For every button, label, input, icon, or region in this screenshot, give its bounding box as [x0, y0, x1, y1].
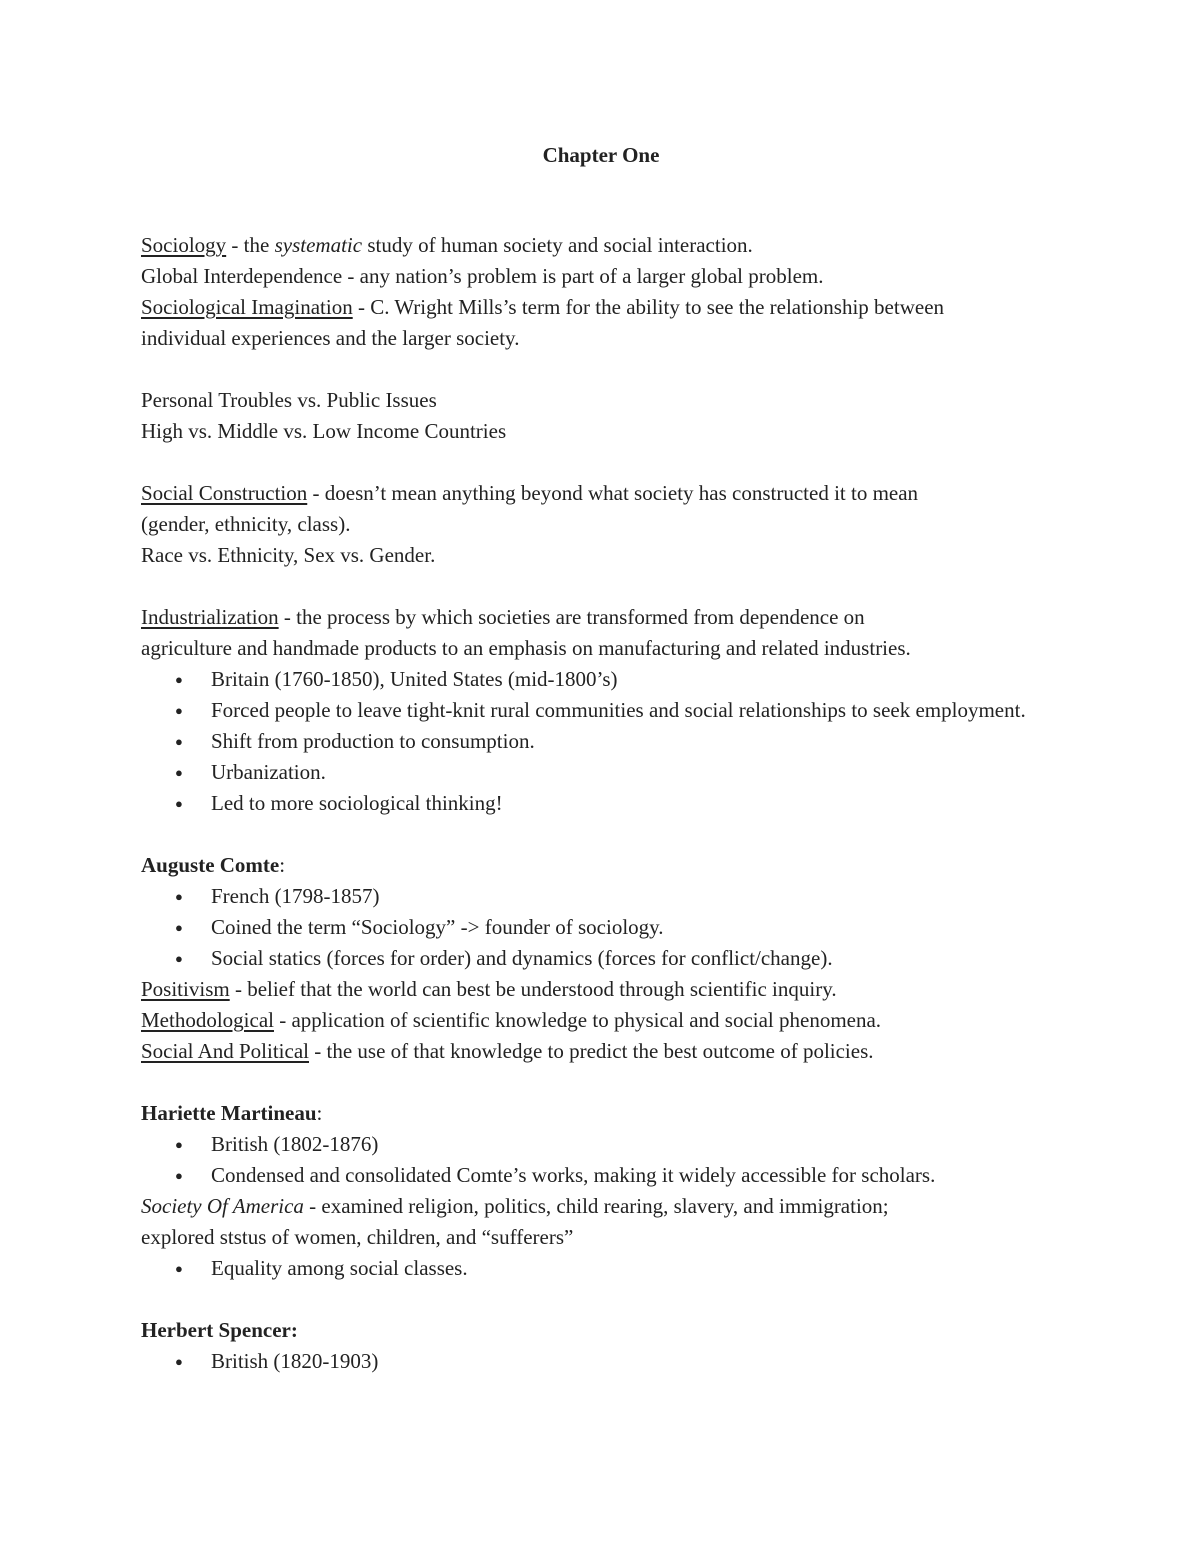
list-item: ● Shift from production to consumption. — [211, 726, 1061, 757]
bullet-icon: ● — [175, 734, 183, 749]
term-industrialization: Industrialization — [141, 605, 279, 629]
martineau-bullets — [141, 1129, 1061, 1191]
bullet-icon: ● — [175, 1354, 183, 1369]
heading-auguste-comte: Auguste Comte — [141, 853, 280, 877]
list-item: ● Coined the term “Sociology” -> founder of sociology. — [211, 912, 1061, 943]
society-of-america-definition-cont: explored ststus of women, children, and “sufferers” — [141, 1225, 574, 1249]
bullet-icon: ● — [175, 889, 183, 904]
term-sociological-imagination: Sociological Imagination — [141, 295, 353, 319]
list-item: ● Forced people to leave tight-knit rural communities and social relationships to seek employment. — [211, 695, 1061, 726]
term-social-and-political: Social And Political — [141, 1039, 309, 1063]
bullet-icon: ● — [175, 951, 183, 966]
sociology-definition: Sociology - the systematic study of human society and social interaction. — [141, 233, 753, 257]
martineau-heading: Hariette Martineau: — [141, 1101, 323, 1125]
list-item: ● Equality among social classes. — [211, 1253, 1061, 1284]
martineau-bullets-2 — [141, 1253, 1061, 1284]
bullet-icon: ● — [175, 1168, 183, 1183]
list-item: ● British (1802-1876) — [211, 1129, 1061, 1160]
industrialization-definition-cont: agriculture and handmade products to an emphasis on manufacturing and related industries. — [141, 636, 911, 660]
industrialization-definition: Industrialization - the process by which societies are transformed from dependence on — [141, 605, 865, 629]
chapter-title: Chapter One — [542, 143, 660, 167]
bullet-icon: ● — [175, 765, 183, 780]
list-item: ● French (1798-1857) — [211, 881, 1061, 912]
comte-bullets — [141, 881, 1061, 974]
list-item: ● Britain (1760-1850), United States (mid-1800’s) — [211, 664, 1061, 695]
bullet-icon: ● — [175, 703, 183, 718]
sociological-imagination-definition: Sociological Imagination - C. Wright Mills’s term for the ability to see the relationship between — [141, 295, 945, 319]
comte-heading: Auguste Comte: — [141, 853, 286, 877]
heading-herbert-spencer: Herbert Spencer: — [141, 1318, 298, 1342]
contrast-line: Race vs. Ethnicity, Sex vs. Gender. — [141, 543, 436, 567]
bullet-icon: ● — [175, 672, 183, 687]
bullet-icon: ● — [175, 1137, 183, 1152]
list-item: ● Urbanization. — [211, 757, 1061, 788]
book-title: Society Of America — [141, 1194, 304, 1218]
industrialization-bullets — [141, 664, 1061, 819]
spencer-bullets — [141, 1346, 1061, 1377]
society-of-america-definition: Society Of America - examined religion, politics, child rearing, slavery, and immigration; — [141, 1194, 889, 1218]
sociological-imagination-definition-cont: individual experiences and the larger society. — [141, 326, 520, 350]
contrast-line: High vs. Middle vs. Low Income Countries — [141, 419, 507, 443]
bullet-icon: ● — [175, 796, 183, 811]
emphasis-systematic: systematic — [274, 233, 363, 257]
bullet-icon: ● — [175, 920, 183, 935]
bullet-icon: ● — [175, 1261, 183, 1276]
list-item: ● Condensed and consolidated Comte’s works, making it widely accessible for scholars. — [211, 1160, 1061, 1191]
term-social-construction: Social Construction — [141, 481, 308, 505]
list-item: ● Led to more sociological thinking! — [211, 788, 1061, 819]
social-political-definition: Social And Political - the use of that knowledge to predict the best outcome of policies. — [141, 1039, 874, 1063]
contrast-line: Personal Troubles vs. Public Issues — [141, 388, 437, 412]
methodological-definition: Methodological - application of scientific knowledge to physical and social phenomena. — [141, 1008, 882, 1032]
social-construction-definition: Social Construction - doesn’t mean anything beyond what society has constructed it to mean — [141, 481, 919, 505]
heading-hariette-martineau: Hariette Martineau — [141, 1101, 317, 1125]
positivism-definition: Positivism - belief that the world can best be understood through scientific inquiry. — [141, 977, 837, 1001]
term-sociology: Sociology — [141, 233, 227, 257]
list-item: ● British (1820-1903) — [211, 1346, 1061, 1377]
document-page — [141, 140, 1061, 1377]
global-interdependence-definition: Global Interdependence - any nation’s problem is part of a larger global problem. — [141, 264, 824, 288]
social-construction-definition-cont: (gender, ethnicity, class). — [141, 512, 351, 536]
term-methodological: Methodological — [141, 1008, 274, 1032]
list-item: ● Social statics (forces for order) and dynamics (forces for conflict/change). — [211, 943, 1061, 974]
term-positivism: Positivism — [141, 977, 230, 1001]
